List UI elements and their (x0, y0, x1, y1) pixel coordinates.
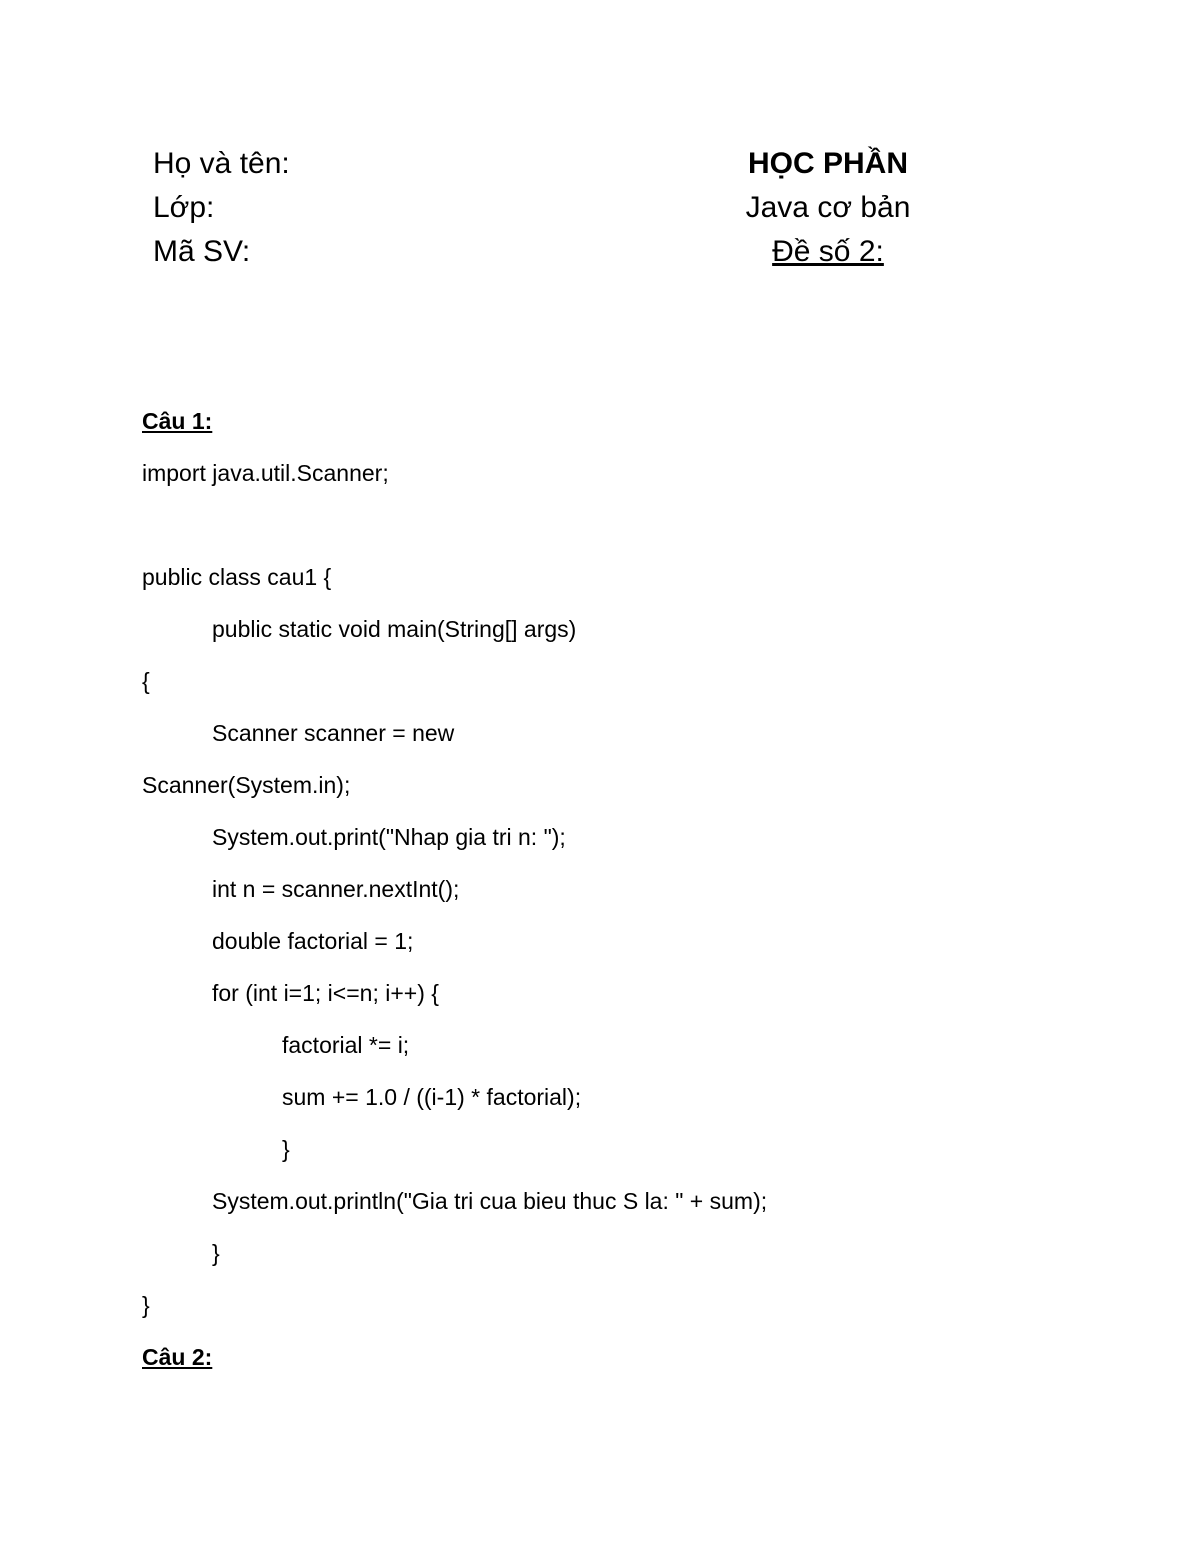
name-label: Họ và tên: (153, 147, 290, 180)
code-line-blank (142, 499, 1142, 551)
code-line: public static void main(String[] args) (212, 616, 577, 642)
course-info-block (700, 142, 956, 274)
code-line: Scanner scanner = new (212, 720, 455, 746)
question-1-title: Câu 1: (142, 408, 213, 434)
code-line: } (282, 1136, 290, 1162)
course-name: Java cơ bản (745, 191, 911, 224)
course-heading: HỌC PHẦN (747, 147, 908, 180)
code-line: } (142, 1292, 150, 1318)
question-1-heading (142, 395, 1142, 447)
code-line: System.out.println("Gia tri cua bieu thuc S la: " + sum); (212, 1188, 768, 1214)
code-line: { (142, 668, 150, 694)
question-2-title: Câu 2: (142, 1344, 213, 1370)
code-line: for (int i=1; i<=n; i++) { (212, 980, 439, 1006)
student-info-block (153, 142, 553, 274)
code-line: import java.util.Scanner; (142, 460, 389, 486)
code-line: Scanner(System.in); (142, 772, 351, 798)
class-label: Lớp: (153, 191, 215, 224)
code-line: sum += 1.0 / ((i-1) * factorial); (282, 1084, 582, 1110)
answer-content (142, 395, 1142, 1383)
exam-number-line (700, 230, 956, 274)
code-line: } (212, 1240, 220, 1266)
question-2-heading (142, 1331, 1142, 1383)
code-line: public class cau1 { (142, 564, 332, 590)
code-line: double factorial = 1; (212, 928, 414, 954)
code-line: factorial *= i; (282, 1032, 410, 1058)
code-line: int n = scanner.nextInt(); (212, 876, 460, 902)
code-line: System.out.print("Nhap gia tri n: "); (212, 824, 566, 850)
student-id-label: Mã SV: (153, 235, 251, 268)
exam-number: Đề số 2: (772, 235, 884, 268)
